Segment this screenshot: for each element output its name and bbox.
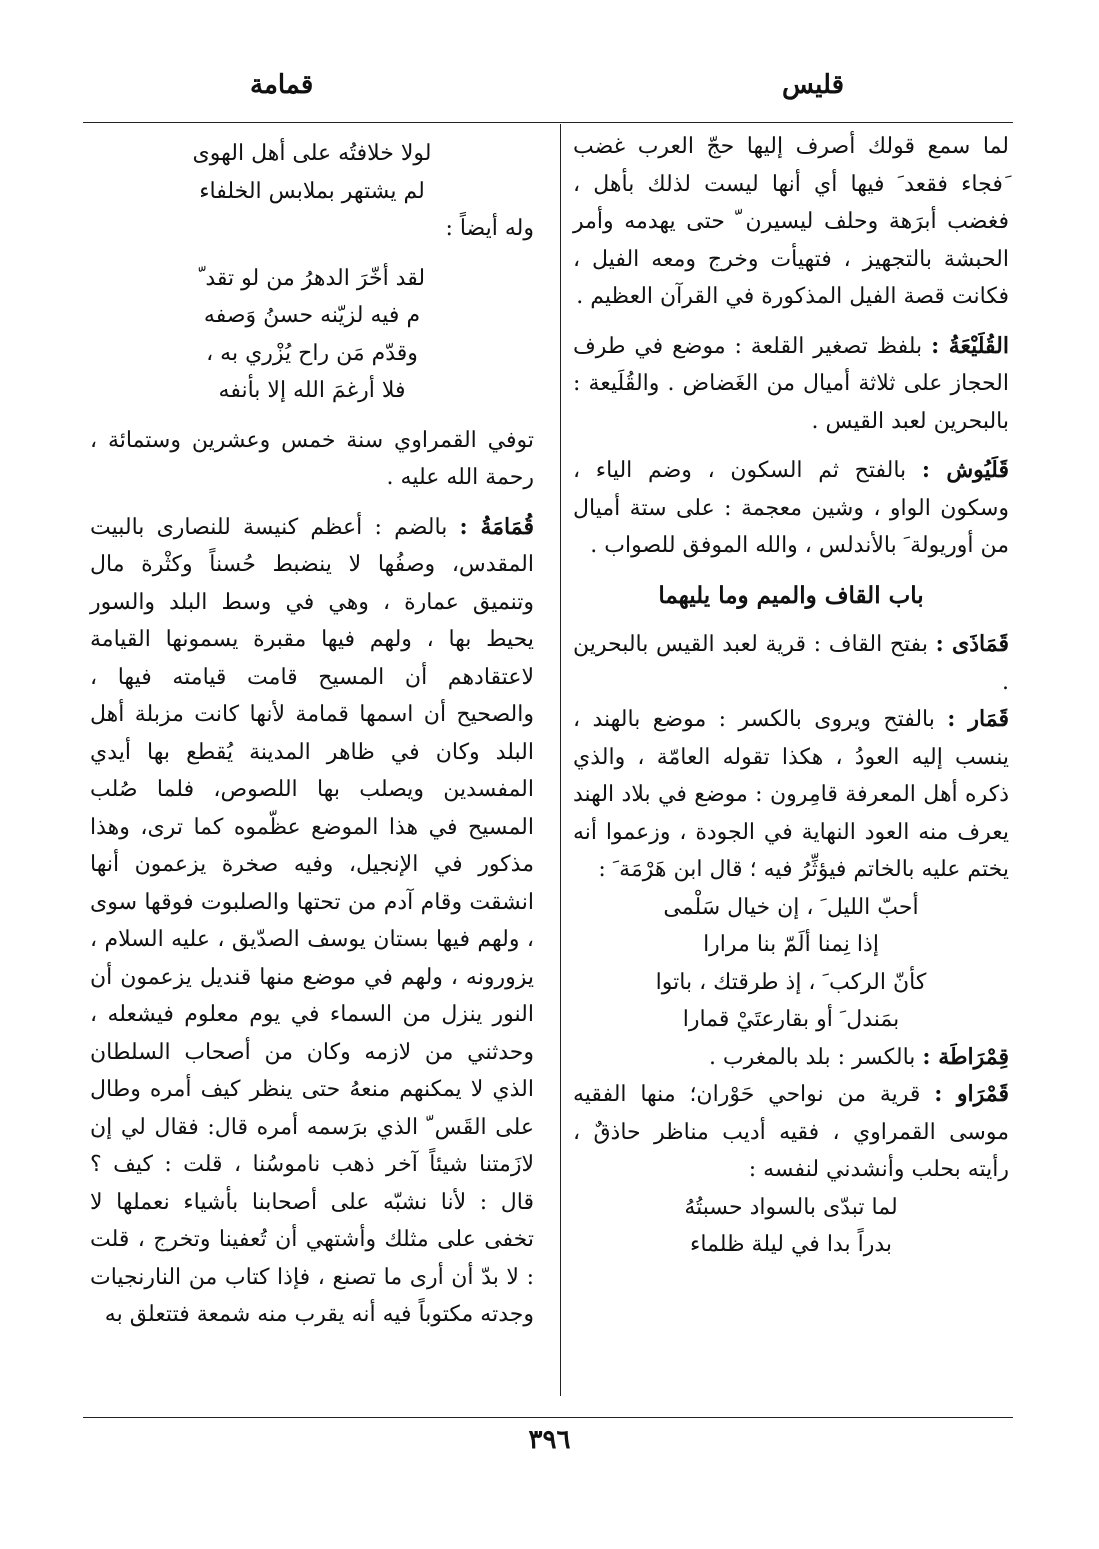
poem	[90, 135, 534, 210]
poem-line: لما تبدّى بالسواد حسبتُهُ	[684, 1194, 898, 1220]
poem-line: لولا خلافتُه على أهل الهوى	[192, 141, 432, 166]
poem-line: أحبّ الليل َ ، إن خيال سَلْمى	[663, 894, 919, 920]
headword: قُمَامَةُ :	[459, 513, 534, 540]
entry-qamadha	[573, 626, 1009, 701]
poem	[573, 889, 1009, 1039]
entry-text: بالفتح ثم السكون ، وضم الياء ، وسكون الواو ، وشين معجمة : على ستة أميال من أوريولة َ بالأندلس ، والله الموفق للصواب .	[573, 458, 1009, 558]
entry-qimrata	[573, 1039, 1009, 1077]
poem-line: لقد أخّرَ الدهرُ من لو تقد ّ	[198, 265, 426, 291]
entry-text: بالضم : أعظم كنيسة للنصارى بالبيت المقدس، وصفُها لا ينضبط حُسناً وكثْرة مال وتنميق عمارة ، وهي في وسط البلد والسور يحيط بها ، ولهم فيها مقبرة يسمونها القيامة لاعتقادهم أن المسيح قامت قيامته فيها ، والصحيح أن اسمها قمامة لأنها كانت مزبلة أهل البلد وكان في ظاهر المدينة يُقطع بها أيدي المفسدين ويصلب بها اللصوص، فلما صُلب المسيح في هذا الموضع عظّموه كما ترى، وهذا مذكور في الإنجيل، وفيه صخرة يزعمون أنها انشقت وقام آدم من تحتها والصلبوت فوقها سوى ، ولهم فيها بستان يوسف الصدّيق ، عليه السلام ، يزورونه ، ولهم في موضع منها قنديل يزعمون أن النور ينزل من السماء في يوم معلوم فيشعله ، وحدثني من لازمه وكان من أصحاب السلطان الذي لا يمكنهم منعهُ حتى ينظر كيف أمره وطال على القَس ّ الذي برَسمه أمره قال: فقال لي إن لازَمتنا شيئاً آخر ذهب ناموسُنا ، قلت : كيف ؟ قال : لأنا نشبّه على أصحابنا بأشياء نعملها لا تخفى على مثلك وأشتهي أن تُعفينا وتخرج ، قلت : لا بدّ أن أرى ما تصنع ، فإذا كتاب من النارنجيات وجدته مكتوباً فيه أنه يقرب منه شمعة فتتعلق به	[90, 514, 534, 1327]
poem-line: وقدّم مَن راح يُزْري به ،	[206, 340, 418, 366]
right-column	[573, 128, 1009, 1264]
poem-intro: وله أيضاً :	[445, 216, 534, 241]
section-title: باب القاف والميم وما يليهما	[658, 581, 924, 609]
entry-text: بالفتح ويروى بالكسر : موضع بالهند ، ينسب إليه العودُ ، هكذا تقوله العامّة ، والذي ذكره أهل المعرفة قامِرون : موضع في بلاد الهند يعرف منه العود النهاية في الجودة ، وزعموا أنه يختم عليه بالخاتم فيؤثِّرُ فيه ؛ قال ابن هَرْمَة َ :	[573, 707, 1009, 882]
poem	[573, 1189, 1009, 1264]
poem-line: إذا نِمنا ألَمّ بنا مرارا	[703, 932, 879, 957]
header-rule	[83, 122, 1013, 123]
entry-text: بالكسر : بلد بالمغرب .	[708, 1044, 923, 1070]
left-column	[90, 135, 534, 1334]
headword: قَمَار :	[947, 706, 1009, 732]
footer-rule	[83, 1417, 1013, 1418]
entry-qulayah	[573, 328, 1009, 441]
headword: قَلَيُوش :	[921, 457, 1009, 483]
headword: قَمْرَاو :	[934, 1081, 1009, 1107]
poem	[90, 260, 534, 410]
column-divider	[560, 124, 561, 1396]
entry-text: قرية من نواحي حَوْران؛ منها الفقيه موسى القمراوي ، فقيه أديب مناظر حاذقٌ ، رأيته بحلب وأنشدني لنفسه :	[573, 1082, 1009, 1182]
entry-qalyush	[573, 452, 1009, 565]
running-header-left: قمامة	[250, 70, 314, 100]
poem-line: لم يشتهر بملابس الخلفاء	[199, 178, 425, 204]
death-note: توفي القمراوي سنة خمس وعشرين وستمائة ، رحمة الله عليه .	[90, 427, 534, 490]
entry-qamraw	[573, 1076, 1009, 1189]
running-header-right: قليس	[781, 70, 844, 100]
poem-line: فلا أرغمَ الله إلا بأنفه	[218, 378, 406, 403]
headword: قَمَاذَى :	[935, 631, 1009, 657]
paragraph-continuation: لما سمع قولك أصرف إليها حجّ العرب غضب َفجاء فقعد َ فيها أي أنها ليست لذلك بأهل ، فغضب أبرَهة وحلف ليسيرن ّ حتى يهدمه وأمر الحبشة بالتجهيز ، فتهيأت وخرج ومعه الفيل ، فكانت قصة الفيل المذكورة في القرآن العظيم .	[573, 134, 1009, 309]
entry-text: بلفظ تصغير القلعة : موضع في طرف الحجاز على ثلاثة أميال من الغَضاض . والقُلَيعة : بالبحرين لعبد القيس .	[573, 333, 1009, 434]
headword: قِمْرَاطَة :	[922, 1043, 1009, 1070]
entry-qumama	[90, 509, 534, 1334]
poem-line: كأنّ الركب َ ، إذ طرقتك ، باتوا	[655, 969, 927, 995]
poem-line: بدراً بدا في ليلة ظلماء	[690, 1232, 892, 1257]
entry-text: بفتح القاف : قرية لعبد القيس بالبحرين .	[573, 632, 1009, 695]
poem-line: م فيه لزيّنه حسنُ وَصفه	[203, 303, 421, 328]
page-number: ٣٩٦	[528, 1425, 571, 1455]
poem-line: بمَندل َ أو بقارعتَيْ قمارا	[682, 1007, 900, 1032]
entry-qamar	[573, 701, 1009, 889]
headword: القُلَيْعَةُ :	[931, 332, 1010, 359]
